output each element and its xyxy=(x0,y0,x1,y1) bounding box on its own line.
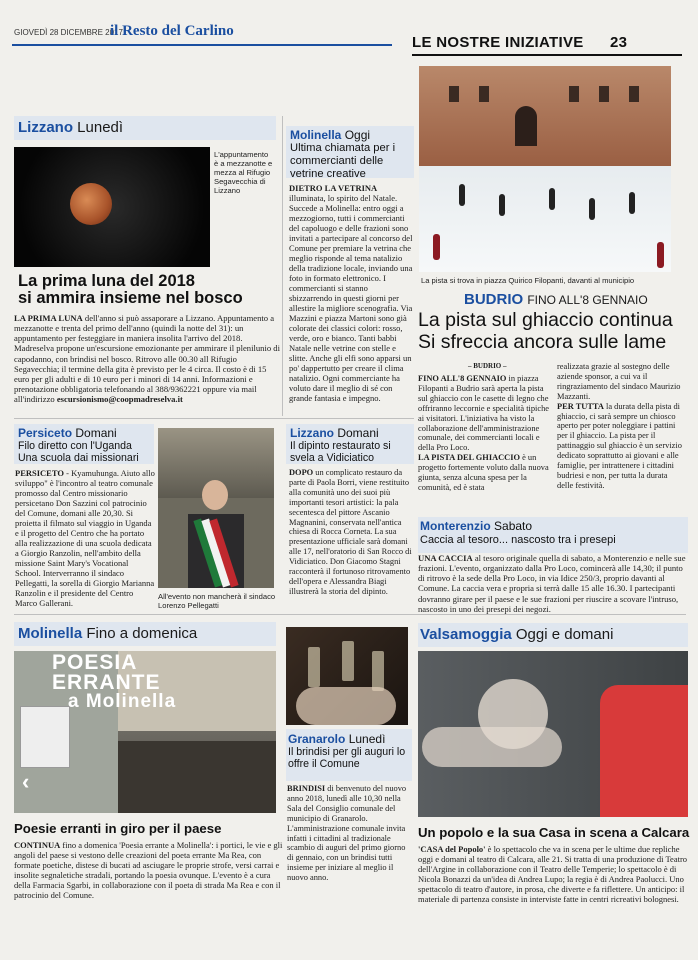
dipinto-headline: Il dipinto restaurato si svela a Vidiciatico xyxy=(290,440,391,465)
kicker-place: Monterenzio xyxy=(420,519,491,533)
glass-icon xyxy=(372,651,384,691)
face-icon xyxy=(202,480,228,510)
dipinto-lead: DOPO xyxy=(289,468,314,477)
kicker-when: FINO ALL'8 GENNAIO xyxy=(527,293,648,307)
poetry-photo xyxy=(14,651,276,813)
valsamoggia-headline: Un popolo e la sua Casa in scena a Calcara xyxy=(418,825,690,840)
town-hall-facade xyxy=(419,66,671,166)
kicker-lizzano-moon xyxy=(18,119,123,136)
persiceto-lead: PERSICETO xyxy=(15,468,64,478)
ice-rink-caption: La pista si trova in piazza Quirico Filopanti, davanti al municipio xyxy=(421,276,635,285)
poesie-headline: Poesie erranti in giro per il paese xyxy=(14,821,222,836)
moon-photo-caption: L'appuntamento è a mezzanotte e mezza al Rifugio Segavecchia di Lizzano xyxy=(214,150,273,196)
budrio-headline-line2: Si sfreccia ancora sulle lame xyxy=(418,330,667,353)
budrio-text4: la durata della pista di ghiaccio, ci sarà sempre un chiosco aperto per poter noleggiare i pattini per il ghiaccio. La pista per il pattinaggio sul ghiaccio è un servizio dedicato soprattutto ai giovani e alle famiglie, per intrattenere i cittadini budriesi e non, per tutta la durata delle festività. xyxy=(557,401,682,490)
page-number: 23 xyxy=(610,34,628,51)
valsamoggia-lead: 'CASA del Popolo' xyxy=(418,844,486,854)
poster-line1: POESIA xyxy=(52,651,138,674)
monterenzio-lead: UNA CACCIA xyxy=(418,553,473,563)
moon-text: dell'anno si può assaporare a Lizzano. Appuntamento a mezzanotte e trenta del primo dell'anno (quindi la notte del 31): un appuntamento per festeggiare in maniera insolita l'arrivo del 2018. Madreselva propone un'escursione emozionante per ammirare il plenilunio di capodanno, con brindisi nel bosco. Ritrovo alle 00.30 all Rifugio Segavecchia; il termine della gita è previsto per le 4 circa. Il costo è di 15 euro per gli adulti e di 10 euro per i minori di 14 anni. Informazioni e prenotazione obbligatoria telefonando al 388/9362221 oppure via mail all'indirizzo xyxy=(14,313,280,405)
budrio-lead2: LA PISTA DEL GHIACCIO xyxy=(418,453,520,463)
molinella-body xyxy=(289,183,413,403)
budrio-headline xyxy=(418,310,688,354)
poesie-body xyxy=(14,840,286,900)
kicker-place: Molinella xyxy=(290,128,342,142)
kicker-place: Valsamoggia xyxy=(420,626,512,643)
budrio-col2 xyxy=(557,362,685,491)
section-rule xyxy=(14,418,414,419)
kicker-place: Persiceto xyxy=(18,426,73,440)
kicker-when: Lunedì xyxy=(77,119,124,136)
kicker-budrio xyxy=(464,291,648,308)
mayor-photo xyxy=(158,428,274,588)
persiceto-body xyxy=(15,468,155,608)
hands-icon xyxy=(422,727,562,767)
chevron-left-icon[interactable]: ‹ xyxy=(22,769,30,794)
hands-icon xyxy=(296,687,396,725)
glass-icon xyxy=(308,647,320,687)
budrio-col1 xyxy=(418,374,552,493)
budrio-byline: – BUDRIO – xyxy=(468,362,507,370)
budrio-headline-line1: La pista sul ghiaccio continua xyxy=(418,309,673,331)
dipinto-text: un complicato restauro da parte di Paola Borri, viene restituito alla comunità uno dei suoi più importanti tesori artistici: la pala secentesca del pittore Ascanio Magnanini, conservata nell'antica chiesa di Rocca Corneta. La sua presentazione ufficiale sarà domani alle 17, nell'oratorio di San Rocco di Vidiciatico. Don Giacomo Stagni racconterà il fortunoso ritrovamento dell'opera e Alessandra Biagi illustrerà la storia del dipinto. xyxy=(289,468,412,596)
dipinto-body xyxy=(289,468,415,597)
valsamoggia-text: è lo spettacolo che va in scena per le ultime due repliche oggi e domani al teatro di Calcara, alle 21. Si tratta di una produzione di Teatro dell'Argine in collaborazione con il Teatro delle Temperie; lo spettacolo è di Nicola Bonazzi da un'idea di Andrea Lupo; la regia è di Andrea Paolucci. Uno spettacolo di teatro d'autore, in prosa, che diverte e fa riflettere. Un anticipo: il materiale di partenza consiste in interviste fatte in centri ricreativi bolognesi. xyxy=(418,844,688,905)
kicker-when: Sabato xyxy=(494,519,533,533)
moon-headline-line1: La prima luna del 2018 xyxy=(18,272,195,290)
valsamoggia-body xyxy=(418,844,688,904)
mayor-caption: All'evento non mancherà il sindaco Lorenzo Pellegatti xyxy=(158,592,276,611)
glass-icon xyxy=(342,641,354,681)
kicker-when: Lunedì xyxy=(348,732,386,746)
kicker-granarolo xyxy=(288,732,385,746)
poster-line3: a Molinella xyxy=(68,690,177,712)
molinella-lead: DIETRO LA VETRINA xyxy=(289,183,378,193)
ice-rink-photo xyxy=(419,66,671,272)
theatre-photo xyxy=(418,651,688,817)
kicker-place: Lizzano xyxy=(290,426,334,440)
poesie-text: fino a domenica 'Poesia errante a Molinella': i portici, le vie e gli angoli del paese si vestono delle creazioni del poeta errante Ma Rea, con formate poetiche, distese di bucati ad asciugare le proprie strofe, versi carrai e insolite segnaletiche stradali, portando la poesia ovunque. L'evento è a cura della Farmacia Sgarbi, in collaborazione con il poeta di strada Ma Rea e con il patrocinio del Comune. xyxy=(14,840,283,901)
budrio-text3: realizzata grazie al sostegno delle aziende sponsor, a cui va il ringraziamento del sindaco Maurizio Mazzanti. xyxy=(557,362,681,401)
kicker-when: Oggi e domani xyxy=(515,626,614,643)
kicker-place: Granarolo xyxy=(288,732,346,746)
molinella-headline: Ultima chiamata per i commercianti delle vetrine creative xyxy=(290,142,396,180)
moon-headline xyxy=(18,273,288,308)
kicker-when: Fino a domenica xyxy=(86,625,198,642)
section-title: LE NOSTRE INIZIATIVE xyxy=(412,34,584,51)
granarolo-lead: BRINDISI xyxy=(287,784,326,793)
molinella-text: illuminata, lo spirito del Natale. Succede a Molinella: entro oggi a mezzogiorno, tutti i commercianti del capoluogo e delle frazioni sono invitati a partecipare al concorso del Comune per premiare la vetrina che meglio risponde al tema natalizio della tradizione locale, inviando una foto in formato elettronico. I commercianti si stanno sbizzarrendo in questi giorni per allestire la migliore scenografia. Via Mazzini e piazza Martoni sono già colorate dei classici colori: rosso, verde, oro e bianco. Tanti babbi Natale nelle vetrine con stelle e slitte. Anche gli elfi sono apparsi un po' dappertutto per creare il clima natalizio. Ogni commerciante ha voluto dare il meglio di sé con grande fantasia e impegno. xyxy=(289,193,413,404)
granarolo-body xyxy=(287,784,413,883)
poesie-lead: CONTINUA xyxy=(14,840,61,850)
budrio-text2: è un progetto fortemente voluto dalla nuova giunta, senza alcuna spesa per la comunità, ed è stata xyxy=(418,453,549,492)
moon-lead: LA PRIMA LUNA xyxy=(14,313,83,323)
paper-name: il Resto del Carlino xyxy=(110,23,234,39)
masthead-rule xyxy=(12,44,392,46)
issue-date: GIOVEDÌ 28 DICEMBRE 2017 xyxy=(14,28,123,37)
kicker-when: Domani xyxy=(337,426,379,440)
moon-photo xyxy=(14,147,210,267)
kicker-when: Oggi xyxy=(344,128,371,142)
kicker-place: Lizzano xyxy=(18,119,73,136)
kicker-when: Domani xyxy=(75,426,117,440)
kicker-monterenzio xyxy=(420,519,532,533)
moon-headline-line2: si ammira insieme nel bosco xyxy=(18,289,243,308)
moon-body xyxy=(14,313,280,404)
section-rule xyxy=(14,614,686,615)
kicker-lizzano-dipinto xyxy=(290,426,379,440)
kicker-molinella-poesie xyxy=(18,625,197,642)
moon-email: escursionismo@coopmadreselva.it xyxy=(56,394,183,405)
monterenzio-text: al tesoro originale quella di sabato, a Monterenzio e nelle sue frazioni. L'evento, organizzato dalla Pro Loco, comincerà alle 14,30; il punto di ritrovo è la sede della Pro Loco, in via Idice 250/3, proprio davanti al Comune. La caccia vera e propria si terrà dalle 15 alle 16.30. I partecipanti dovranno girare per il paese e le sue frazioni per riuscire a scovare l'intruso, nascosto in uno dei presepi dei negozi. xyxy=(418,553,686,614)
granarolo-text: di benvenuto del nuovo anno 2018, lunedì alle 10,30 nella Sala del Consiglio comunale del municipio di Granarolo. L'amministrazione comunale invita infatti i cittadini al tradizionale scambio di auguri del primo giorno di gennaio, con un brindisi tutti insieme per iniziare al meglio il nuovo anno. xyxy=(287,784,407,883)
granarolo-headline: Il brindisi per gli auguri lo offre il Comune xyxy=(288,746,406,771)
budrio-lead3: PER TUTTA xyxy=(557,401,604,411)
column-rule xyxy=(282,116,283,416)
budrio-lead: FINO ALL'8 GENNAIO xyxy=(418,374,507,383)
monterenzio-headline: Caccia al tesoro... nascosto tra i presepi xyxy=(420,534,616,546)
section-rule xyxy=(412,54,682,56)
kicker-persiceto xyxy=(18,426,117,440)
kicker-molinella xyxy=(290,128,370,142)
red-jacket xyxy=(600,685,688,817)
poster-title xyxy=(52,653,176,711)
toast-photo xyxy=(286,627,408,725)
kicker-place: Molinella xyxy=(18,625,83,642)
persiceto-text: - Kyamuhunga. Aiuto allo sviluppo" è l'incontro al teatro comunale promosso dal Centro missionario persicetano Don Sazzini col patrocinio del Comune, domani alle 20,30. Si proietta il filmato sul viaggio in Uganda e il progetto del Centro che ha portato alla realizzazione di una scuola dedicata a Giorgio Ranzolin, nell'ambito della missione Saint Mary's Vocational School. Interverranno il sindaco Pellegatti, la sorella di Giorgio Marianna Ranzolin e il presidente del Centro Marco Gallerani. xyxy=(15,468,155,609)
budrio-text: in piazza Filopanti a Budrio sarà aperta la pista sul ghiaccio con le casette di legno che offriranno leccornie e specialità tipiche ai visitatori. L'iniziativa ha visto la collaborazione dell'amministrazione comunale, dei commercianti locali e della Pro Loco. xyxy=(418,374,549,453)
monterenzio-body xyxy=(418,553,688,614)
kicker-valsamoggia xyxy=(420,626,613,643)
moon-icon xyxy=(70,183,112,225)
sign-icon xyxy=(20,706,70,768)
persiceto-headline: Filo diretto con l'Uganda Una scuola dai missionari xyxy=(18,440,139,465)
ice-surface xyxy=(419,166,671,272)
kicker-place: BUDRIO xyxy=(464,291,524,308)
poster-line2: ERRANTE xyxy=(52,670,161,694)
